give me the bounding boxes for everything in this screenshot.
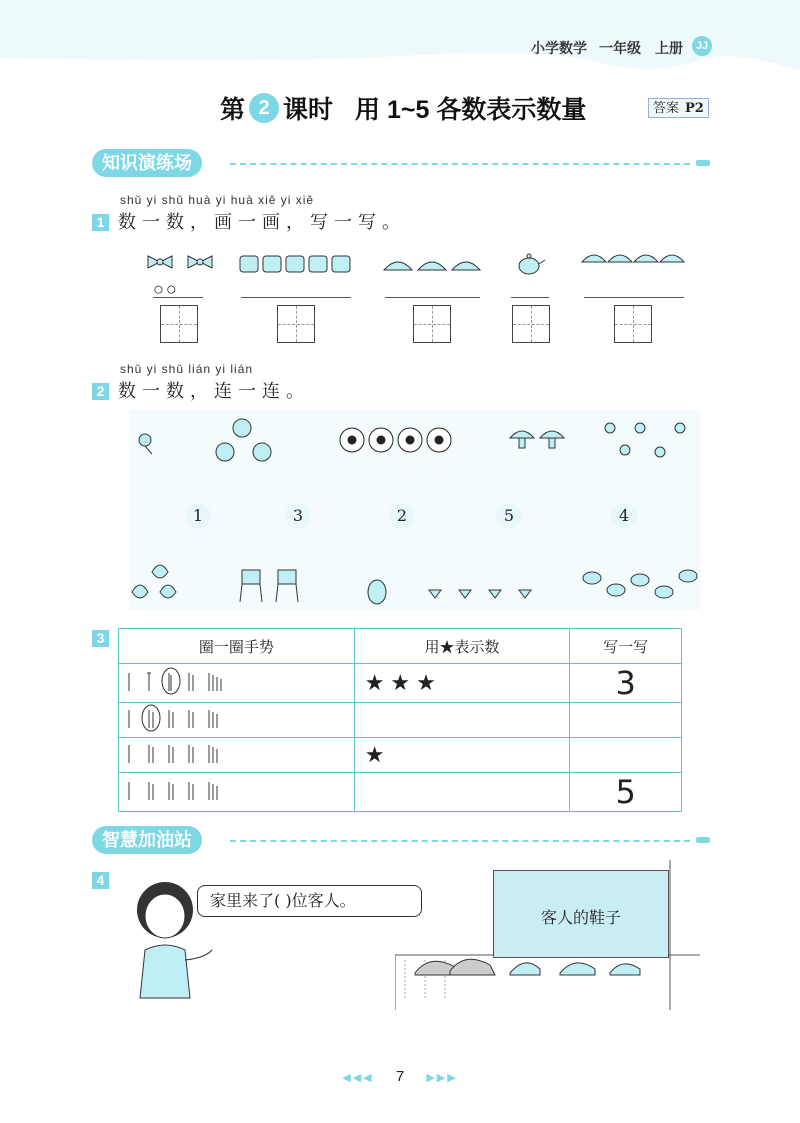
number-label: 2 (389, 503, 415, 529)
writing-box[interactable] (413, 305, 451, 343)
table-header: 用★表示数 (354, 629, 570, 664)
table-header-row (119, 629, 682, 664)
shoes-icon (410, 945, 660, 985)
gesture-table (118, 628, 682, 812)
prev-arrows: ◀◀◀ (342, 1072, 374, 1084)
table-row (119, 738, 682, 773)
writing-box[interactable] (160, 305, 198, 343)
title-suffix: 课时 (283, 96, 334, 124)
writing-box[interactable] (614, 305, 652, 343)
draw-line[interactable] (511, 297, 549, 298)
header-subject: 小学数学 (531, 40, 587, 56)
q1-number: 1 (92, 214, 109, 231)
table-row (119, 773, 682, 812)
draw-line (153, 297, 203, 298)
section-divider (230, 840, 690, 842)
hand-gestures-cell[interactable] (119, 664, 355, 703)
star-cell[interactable]: ★ (354, 738, 570, 773)
cup-icon (238, 252, 356, 276)
title-prefix: 第 (220, 96, 246, 124)
lesson-number: 2 (249, 93, 279, 123)
answer-ref (648, 98, 709, 118)
header-volume: 上册 (655, 40, 683, 56)
page-title (220, 90, 586, 126)
write-cell[interactable]: 3 (570, 664, 682, 703)
writing-box[interactable] (277, 305, 315, 343)
shoe-sign: 客人的鞋子 (493, 870, 669, 958)
writing-box[interactable] (512, 305, 550, 343)
q1-text: 数一数，画一画，写一写。 (118, 212, 406, 233)
draw-line[interactable] (385, 297, 480, 298)
pear-icon (368, 580, 386, 604)
write-cell[interactable]: 5 (570, 773, 682, 812)
hat-icon (382, 252, 482, 276)
answer-page: P2 (685, 101, 704, 116)
bow-icon (140, 248, 220, 278)
pencil-icon (696, 160, 710, 166)
hand-gestures-cell[interactable] (119, 773, 355, 812)
table-header: 写一写 (570, 629, 682, 664)
publisher-badge: JJ (692, 36, 712, 56)
pencil-icon (696, 837, 710, 843)
star-cell[interactable] (354, 703, 570, 738)
number-label: 1 (185, 503, 211, 529)
table-row (119, 664, 682, 703)
header-grade: 一年级 (599, 40, 641, 56)
star-cell[interactable]: ★★★ (354, 664, 570, 703)
q2-number: 2 (92, 383, 109, 400)
q2-text: 数一数，连一连。 (118, 381, 310, 402)
next-arrows: ▶▶▶ (426, 1072, 458, 1084)
speech-bubble[interactable]: 家里来了( )位客人。 (197, 885, 422, 917)
table-row (119, 703, 682, 738)
number-label: 3 (285, 503, 311, 529)
umbrella-icon (580, 248, 688, 278)
section-practice-tag: 知识演练场 (92, 149, 202, 177)
hand-gesture-icon (119, 739, 259, 767)
teapot-icon (514, 248, 546, 278)
hand-gesture-icon (119, 667, 259, 695)
q4-number: 4 (92, 872, 109, 889)
table-header: 圈一圈手势 (119, 629, 355, 664)
hand-gestures-cell[interactable] (119, 738, 355, 773)
draw-line[interactable] (584, 297, 684, 298)
star-cell[interactable] (354, 773, 570, 812)
q1-drawn-circles: ○○ (153, 279, 179, 299)
page-number: 7 (395, 1068, 405, 1085)
number-label: 4 (611, 503, 637, 529)
answer-label: 答案 (653, 100, 680, 115)
page-footer (0, 1068, 800, 1085)
hand-gestures-cell[interactable] (119, 703, 355, 738)
write-cell[interactable] (570, 703, 682, 738)
q1-pinyin: shǔ yi shǔ huà yi huà xiě yi xiě (120, 193, 315, 207)
section-divider (230, 163, 690, 165)
write-cell[interactable] (570, 738, 682, 773)
number-label: 5 (496, 503, 522, 529)
q2-pinyin: shǔ yi shǔ lián yi lián (120, 362, 254, 376)
section-challenge-tag: 智慧加油站 (92, 826, 202, 854)
title-topic: 用 1~5 各数表示数量 (355, 96, 587, 124)
hand-gesture-icon (119, 776, 259, 804)
hand-gesture-icon (119, 704, 259, 732)
draw-line[interactable] (241, 297, 351, 298)
q3-number: 3 (92, 630, 109, 647)
